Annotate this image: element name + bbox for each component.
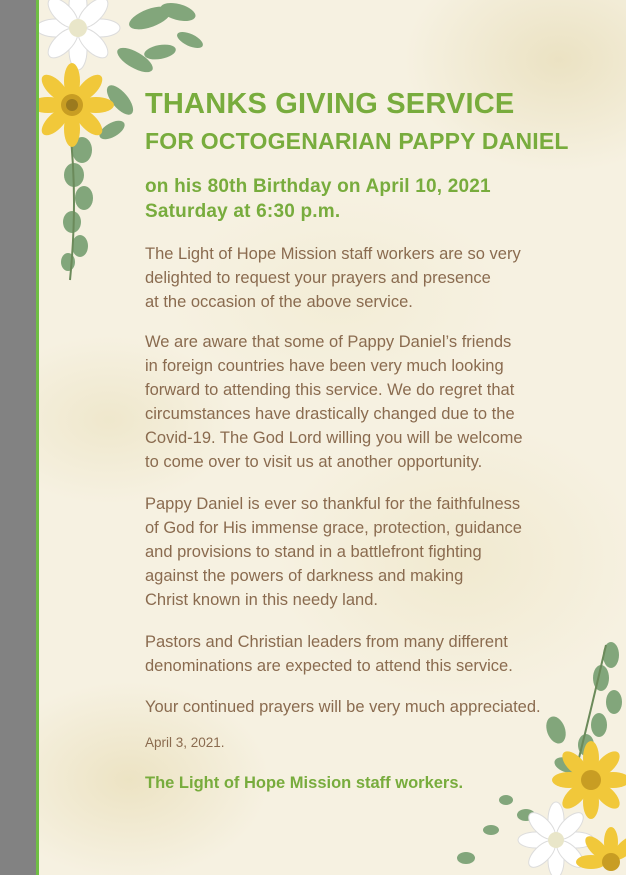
paragraph-line: Covid-19. The God Lord willing you will be welcome [145, 429, 523, 447]
title-line-2: FOR OCTOGENARIAN PAPPY DANIEL [145, 128, 569, 154]
paragraph-line: Christ known in this needy land. [145, 591, 378, 609]
letter-date: April 3, 2021. [145, 735, 225, 750]
paragraph-line: Pastors and Christian leaders from many different [145, 633, 508, 651]
paragraph-covid-notice [145, 330, 575, 474]
paragraph-line: of God for His immense grace, protection, guidance [145, 519, 522, 537]
paragraph-line: against the powers of darkness and making [145, 567, 464, 585]
paragraph-thanks [145, 492, 575, 612]
title-line-1: THANKS GIVING SERVICE [145, 88, 515, 120]
paragraph-line: and provisions to stand in a battlefront fighting [145, 543, 482, 561]
paragraph-line: Your continued prayers will be very much appreciated. [145, 698, 541, 716]
paragraph-line: in foreign countries have been very much looking [145, 357, 504, 375]
event-date-block [145, 174, 491, 224]
event-date-line: on his 80th Birthday on April 10, 2021 [145, 176, 491, 197]
paragraph-prayers [145, 695, 575, 719]
left-margin-strip [0, 0, 36, 875]
paragraph-request [145, 242, 575, 314]
paragraph-line: denominations are expected to attend this service. [145, 657, 513, 675]
paragraph-line: circumstances have drastically changed due to the [145, 405, 515, 423]
paragraph-line: at the occasion of the above service. [145, 293, 413, 311]
paragraph-attendees [145, 630, 575, 678]
paragraph-line: to come over to visit us at another opportunity. [145, 453, 483, 471]
paragraph-line: Pappy Daniel is ever so thankful for the faithfulness [145, 495, 521, 513]
paragraph-line: delighted to request your prayers and presence [145, 269, 491, 287]
event-time-line: Saturday at 6:30 p.m. [145, 201, 341, 222]
paragraph-line: forward to attending this service. We do regret that [145, 381, 515, 399]
signature: The Light of Hope Mission staff workers. [145, 774, 464, 792]
paragraph-line: We are aware that some of Pappy Daniel’s friends [145, 333, 512, 351]
paragraph-line: The Light of Hope Mission staff workers are so very [145, 245, 521, 263]
